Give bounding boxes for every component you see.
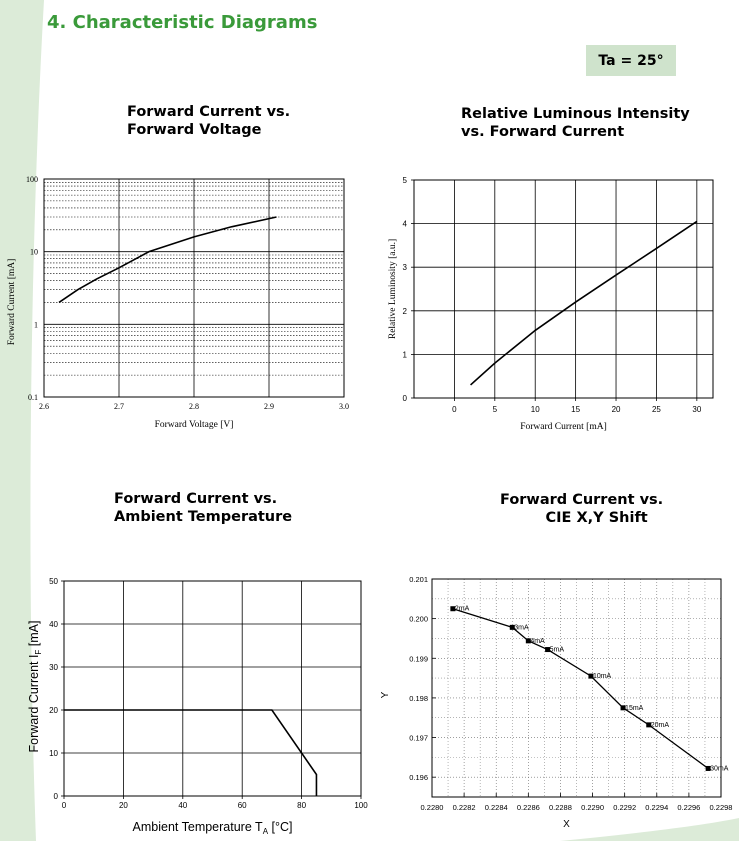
y-axis-label: Forward Current [mA]	[7, 258, 17, 346]
y-tick-label: 0.201	[409, 575, 428, 584]
x-tick-label: 0	[61, 801, 67, 810]
point-label: 20mA	[650, 721, 670, 729]
chart3-title-line1: Forward Current vs.	[114, 491, 278, 507]
x-tick-label: 80	[297, 801, 307, 810]
x-axis-label	[133, 820, 293, 836]
x-axis-label-subscript: A	[262, 827, 269, 836]
chart-forward-current-vs-voltage	[7, 175, 349, 430]
x-tick-label: 2.8	[189, 402, 199, 411]
x-tick-label: 20	[611, 405, 621, 414]
x-tick-label: 0.2290	[581, 803, 605, 812]
y-tick-label: 1	[34, 320, 38, 330]
x-tick-label: 5	[492, 405, 498, 414]
x-tick-label: 100	[354, 801, 368, 810]
x-tick-label: 0.2296	[677, 803, 701, 812]
y-tick-label: 2	[402, 306, 407, 316]
chart1-title-line1: Forward Current vs.	[127, 104, 291, 120]
x-tick-label: 0.2288	[548, 803, 572, 812]
point-label: 10mA	[592, 673, 612, 681]
x-tick-label: 20	[118, 801, 128, 810]
x-tick-label: 25	[651, 405, 661, 414]
x-tick-label: 0.2294	[645, 803, 669, 812]
y-tick-label: 0.196	[409, 773, 428, 783]
y-tick-label: 0.198	[409, 693, 428, 703]
x-axis-label: X	[563, 819, 570, 830]
x-axis-label-unit: [°C]	[268, 820, 293, 834]
x-tick-label: 2.6	[39, 402, 49, 411]
x-tick-label: 0.2280	[420, 803, 444, 812]
y-tick-label: 10	[49, 749, 58, 758]
point-label: 30mA	[710, 765, 729, 773]
chart4-title-line1: Forward Current vs.	[500, 492, 664, 508]
x-tick-label: 0.2286	[516, 803, 540, 812]
x-tick-label: 0.2282	[452, 803, 476, 812]
temperature-badge: Ta = 25°	[586, 45, 676, 76]
y-tick-label: 40	[49, 620, 58, 629]
y-tick-label: 100	[26, 175, 38, 184]
y-tick-label: 1	[402, 350, 407, 360]
x-tick-label: 2.7	[114, 402, 124, 411]
x-tick-label: 30	[692, 405, 702, 414]
y-tick-label: 50	[49, 577, 58, 586]
x-tick-label: 0.2292	[613, 803, 637, 812]
y-tick-label: 0	[402, 394, 407, 403]
x-tick-label: 0	[452, 405, 457, 414]
y-tick-label: 20	[49, 706, 58, 715]
y-tick-label: 30	[49, 663, 58, 672]
point-label: 5mA	[549, 646, 565, 654]
cie-shift-line	[453, 609, 708, 769]
y-tick-label: 0.1	[28, 393, 38, 402]
y-axis-label-subscript: F	[34, 649, 43, 655]
x-axis-label-main: Ambient Temperature T	[132, 820, 263, 834]
y-tick-label: 0	[53, 792, 58, 801]
x-tick-label: 3.0	[339, 402, 349, 411]
y-tick-label: 5	[402, 176, 407, 185]
y-axis-label	[27, 620, 43, 752]
section-title: 4. Characteristic Diagrams	[47, 12, 318, 33]
plot-frame	[414, 180, 713, 398]
chart1-title-line2: Forward Voltage	[127, 122, 262, 138]
y-tick-label: 10	[30, 247, 38, 257]
luminosity-curve	[471, 221, 697, 385]
point-label: 4mA	[530, 637, 545, 645]
x-tick-label: 0.2298	[709, 803, 733, 812]
x-tick-label: 40	[178, 801, 188, 810]
y-tick-label: 4	[402, 219, 407, 229]
x-axis-label: Forward Voltage [V]	[154, 420, 234, 430]
chart-luminous-intensity-vs-current	[388, 176, 713, 432]
x-tick-label: 10	[530, 405, 540, 414]
point-label: 3mA	[514, 624, 529, 632]
chart-cie-xy-shift	[380, 575, 732, 830]
y-axis-label: Y	[380, 691, 391, 699]
y-axis-label-unit: [mA]	[27, 620, 41, 650]
y-axis-label: Relative Luminosity [a.u.]	[388, 238, 398, 340]
x-axis-label: Forward Current [mA]	[520, 422, 607, 432]
y-tick-label: 0.197	[409, 733, 428, 743]
chart2-title-line2: vs. Forward Current	[461, 124, 625, 140]
plot-frame	[64, 581, 361, 796]
y-tick-label: 0.199	[409, 654, 428, 664]
x-tick-label: 2.9	[264, 402, 274, 411]
x-tick-label: 60	[237, 801, 247, 810]
point-label: 2mA	[454, 605, 470, 613]
y-tick-label: 0.200	[409, 614, 428, 624]
chart-current-vs-temperature	[27, 577, 368, 836]
x-tick-label: 15	[571, 405, 581, 414]
y-tick-label: 3	[402, 263, 407, 273]
chart4-title-line2: CIE X,Y Shift	[545, 510, 648, 526]
y-axis-label-main: Forward Current I	[27, 654, 41, 753]
point-label: 15mA	[625, 704, 644, 712]
chart3-title-line2: Ambient Temperature	[114, 509, 293, 525]
x-tick-label: 0.2284	[484, 803, 508, 812]
chart2-title-line1: Relative Luminous Intensity	[461, 106, 690, 122]
